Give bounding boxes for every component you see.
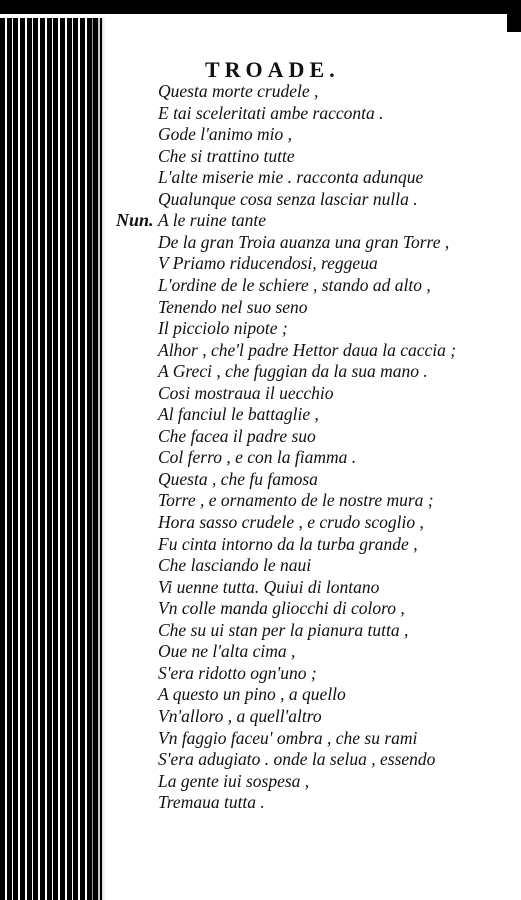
- binding-shadow: [88, 0, 106, 900]
- verse-line: Che facea il padre suo: [158, 425, 316, 446]
- book-binding-edge: [0, 0, 102, 900]
- verse-line: L'ordine de le schiere , stando ad alto ,: [158, 274, 431, 295]
- verse-line: Vi uenne tutta. Quiui di lontano: [158, 576, 380, 597]
- verse-line: Vn colle manda gliocchi di coloro ,: [158, 598, 405, 619]
- verse-line: Tenendo nel suo seno: [158, 296, 308, 317]
- verse-line: Questa , che fu famosa: [158, 468, 318, 489]
- verse-line: Vn'alloro , a quell'altro: [158, 705, 322, 726]
- verse-line: E tai sceleritati ambe racconta .: [158, 102, 384, 123]
- verse-line: Gode l'animo mio ,: [158, 124, 293, 145]
- verse-line: Il picciolo nipote ;: [158, 318, 288, 339]
- verse-line: Alhor , che'l padre Hettor daua la caccia ;: [158, 339, 457, 360]
- verse-line: L'alte miserie mie . racconta adunque: [158, 167, 424, 188]
- verse-line: Torre , e ornamento de le nostre mura ;: [158, 490, 434, 511]
- verse-line: Oue ne l'alta cima ,: [158, 641, 296, 662]
- verse-line: A le ruine tante: [158, 210, 267, 231]
- verse-line: Vn faggio faceu' ombra , che su rami: [158, 727, 418, 748]
- verse-line: Questa morte crudele ,: [158, 81, 319, 101]
- running-head: TROADE.: [205, 57, 340, 82]
- verse-line: Qualunque cosa senza lasciar nulla .: [158, 188, 418, 209]
- verse-line: Col ferro , e con la fiamma .: [158, 447, 357, 468]
- speaker-label: Nun.: [116, 210, 154, 231]
- verse-line: Fu cinta intorno da la turba grande ,: [158, 533, 418, 554]
- verse-line: V Priamo riducendosi, reggeua: [158, 253, 378, 274]
- verse-line: Tremaua tutta .: [158, 792, 265, 813]
- verse-line: La gente iui sospesa ,: [158, 770, 310, 791]
- verse-line: A questo un pino , a quello: [158, 684, 346, 705]
- verse-line: Che su ui stan per la pianura tutta ,: [158, 619, 409, 640]
- book-page: [110, 0, 510, 900]
- verse-line: De la gran Troia auanza una gran Torre ,: [158, 231, 450, 252]
- verse-line: S'era ridotto ogn'uno ;: [158, 662, 317, 683]
- verse-line: Hora sasso crudele , e crudo scoglio ,: [158, 512, 424, 532]
- verse-line: Al fanciul le battaglie ,: [158, 404, 319, 425]
- verse-line: Cosi mostraua il uecchio: [158, 382, 334, 403]
- verse-line: Che si trattino tutte: [158, 145, 295, 166]
- verse-line: A Greci , che fuggian da la sua mano .: [158, 361, 428, 382]
- verse-line: S'era adugiato . onde la selua , essendo: [158, 749, 436, 770]
- verse-line: Che lasciando le naui: [158, 555, 312, 576]
